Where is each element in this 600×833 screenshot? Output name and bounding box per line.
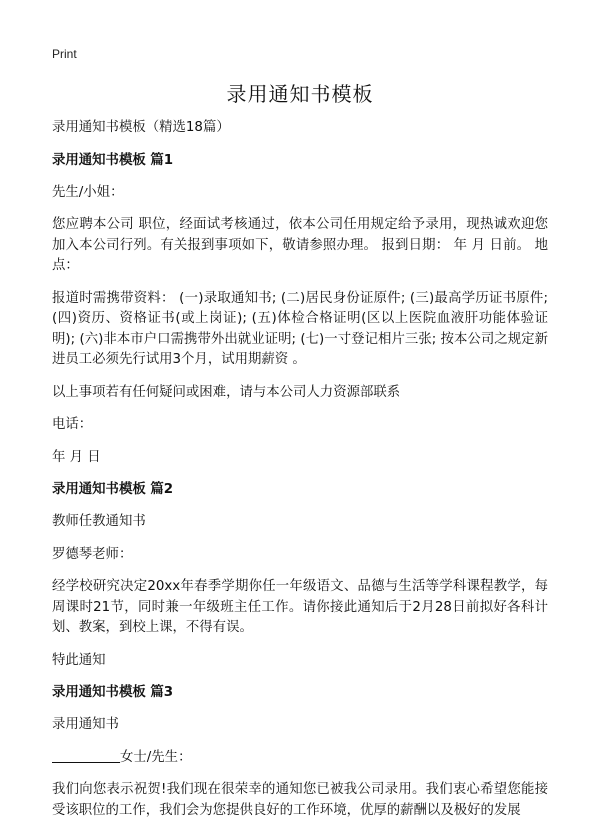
paragraph: 经学校研究决定20xx年春季学期你任一年级语文、品德与生活等学科课程教学，每周课时21节，同时兼一年级班主任工作。请你接此通知后于2月28日前拟好各科计划、教案，到校上课，不得有误。	[52, 579, 548, 635]
salutation: 女士/先生：	[120, 749, 192, 765]
salutation: 先生/小姐：	[52, 184, 124, 200]
document-body	[52, 118, 548, 833]
blank-line	[52, 748, 120, 763]
paragraph: 您应聘本公司 职位，经面试考核通过，依本公司任用规定给予录用，现热诚欢迎您加入本公司行列。有关报到事项如下，敬请参照办理。 报到日期： 年 月 日前。 地点：	[52, 217, 548, 273]
paragraph: 教师任教通知书	[52, 514, 146, 529]
section-heading: 录用通知书模板 篇2	[52, 482, 174, 497]
print-label[interactable]: Print	[52, 47, 77, 61]
section-heading: 录用通知书模板 篇3	[52, 685, 174, 700]
document-title: 录用通知书模板	[226, 82, 374, 106]
paragraph: 特此通知	[52, 652, 106, 668]
document-subtitle: 录用通知书模板（精选18篇）	[52, 120, 230, 135]
paragraph: 电话：	[52, 417, 93, 432]
section-heading: 录用通知书模板 篇1	[52, 152, 174, 168]
paragraph: 年 月 日	[52, 449, 101, 465]
salutation: 罗德琴老师：	[52, 546, 133, 562]
paragraph: 我们向您表示祝贺!我们现在很荣幸的通知您已被我公司录用。我们衷心希望您能接受该职位的工作，我们会为您提供良好的工作环境，优厚的薪酬以及极好的发展	[52, 782, 548, 818]
salutation-line	[52, 748, 548, 769]
paragraph: 报道时需携带资料： (一)录取通知书; (二)居民身份证原件; (三)最高学历证书原件; (四)资历、资格证书(或上岗证); (五)体检合格证明(区以上医院血液肝功能体验证明); (六)非本市户口需携带外出就业证明; (七)一寸登记相片三张; 按本公司之规定新进员工必须先行试用3个月，试用期薪资 。	[52, 290, 548, 367]
paragraph: 以上事项若有任何疑问或困难，请与本公司人力资源部联系	[52, 384, 401, 400]
paragraph: 录用通知书	[52, 717, 119, 732]
